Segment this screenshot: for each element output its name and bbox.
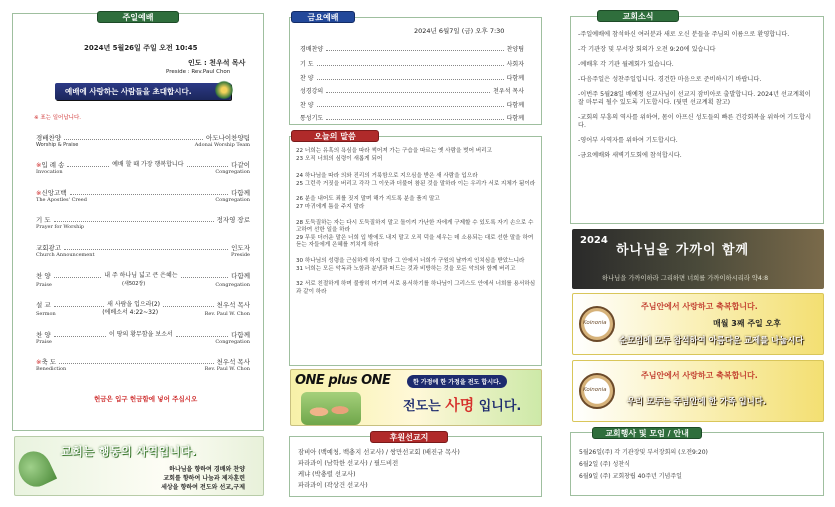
service-item: ※입 례 송 예배 할 때 가장 행복합니다 다같이 Invocation Congregation	[36, 161, 251, 175]
ministry-banner-title: 교회는 행동의 사역입니다.	[61, 445, 197, 458]
news-item: -교회의 부흥의 역사를 위하여, 몸이 아프신 성도들의 빠른 건강회복을 위하여 기도합시다.	[578, 114, 812, 129]
bouquet-icon	[215, 80, 233, 100]
church-news-heading: 교회소식	[597, 10, 679, 22]
friday-row: 경배찬양 찬양팀	[300, 46, 524, 53]
verse: 22 너희는 유혹의 욕심을 따라 썩어져 가는 구습을 따르는 옛 사람을 벗어 버리고	[296, 148, 492, 154]
events-list	[579, 447, 708, 483]
standing-note: ※ 표는 일어납니다.	[34, 115, 82, 121]
service-item: 설 교 새 사람을 입으라(2) 천우석 목사 Sermon (에베소서 4:22~32) Rev. Paul W. Chon	[36, 301, 251, 317]
leaf-decoration-icon	[14, 446, 57, 492]
ministry-line-1: 하나님을 향하여 경배와 찬양	[169, 466, 245, 473]
sunday-worship-heading: 주일예배	[97, 11, 179, 23]
koinonia1-line1: 주님안에서 사랑하고 축복합니다.	[641, 302, 758, 311]
service-item: 기 도 정자영 장로 Prayer for Worship	[36, 216, 250, 230]
service-item: 교회광고 인도자 Church Announcement Preside	[36, 244, 250, 258]
events-heading: 교회행사 및 모임 / 안내	[592, 427, 702, 439]
verse: 30 하나님의 성령을 근심하게 하지 말라 그 안에서 너희가 구원의 날까지 인치심을 받았느니라	[296, 257, 525, 264]
ministry-banner	[14, 436, 264, 496]
year-theme-year: 2024	[580, 235, 608, 246]
verse: 23 오직 너희의 심령이 새롭게 되어	[296, 155, 383, 162]
news-list	[578, 31, 818, 160]
ministry-line-2: 교회를 향하여 나눔과 제자훈련	[163, 475, 245, 482]
offering-note: 헌금은 입구 헌금함에 넣어 주십시오	[94, 395, 198, 403]
verse: 26 분을 내어도 죄를 짓지 말며 해가 지도록 분을 품지 말고	[296, 196, 440, 203]
news-item: -각 기관장 및 부서장 회의가 오전 9:20에 있습니다	[578, 46, 716, 53]
news-item: -주일예배에 참석하신 여러분과 새로 오신 분들을 주님의 이름으로 환영합니다.	[578, 31, 790, 38]
service-item: 경배찬양 아도나이찬양팀 Worship & Praise Adonai Worship Team	[36, 134, 250, 148]
koinonia-banner-2	[572, 360, 824, 422]
verses-list	[296, 148, 538, 296]
year-theme-banner	[572, 229, 824, 289]
sunday-worship-date: 2024년 5월26일 주일 오전 10:45	[84, 44, 198, 52]
news-item: -금요예배와 새벽기도회에 참석합시다.	[578, 152, 682, 159]
sunday-leader-en: Preside : Rev.Paul Chon	[166, 69, 231, 75]
friday-row: 기 도 사회자	[300, 61, 524, 68]
koinonia-logo-text: Koinonia	[583, 387, 607, 393]
one-plus-one-banner	[290, 369, 542, 426]
support-item: 파라과이 (남학한 선교사) / 필드비전	[298, 460, 399, 467]
news-item: -다음주일은 성찬주일입니다. 경건한 마음으로 준비하시기 바랍니다.	[578, 76, 762, 83]
verse: 24 하나님을 따라 의와 진리의 거룩함으로 지으심을 받은 새 사람을 입으라	[296, 173, 478, 180]
news-item: -예배후 각 기관 월례회가 있습니다.	[578, 61, 674, 68]
ministry-line-3: 세상을 향하여 전도와 선교,구제	[161, 484, 245, 491]
service-item: 찬 양 내 주 하나님 넓고 큰 은혜는 다함께 Praise (새502장) Congregation	[36, 272, 251, 288]
koinonia1-line2: 매월 3째 주일 오후	[713, 319, 782, 328]
one-plus-one-bubble: 한 가정에 한 가정을 전도 합시다.	[407, 375, 507, 388]
service-item: 찬 양 이 땅의 황무함을 보소서 다함께 Praise Congregation	[36, 331, 250, 345]
verse: 31 너희는 모든 악독과 노함과 분냄과 떠드는 것과 비방하는 것을 모든 악의와 함께 버리고	[296, 265, 516, 272]
koinonia1-line3: 순모임에 모두 참석하여 아름다운 교제를 나눕시다	[619, 335, 804, 345]
invite-banner	[55, 83, 231, 100]
koinonia-logo-text: Koinonia	[583, 320, 607, 326]
year-theme-title: 하나님을 가까이 함께	[616, 243, 750, 258]
koinonia2-line2: 우리 모두는 주님안에 한 가족 입니다.	[627, 396, 767, 406]
news-item: -영어부 사역자를 위하여 기도합시다.	[578, 137, 678, 144]
event-item: 5월26일(주) 각 기관장및 부서장회의 (오전9:20)	[579, 449, 708, 456]
event-item: 6월9일 (주) 교회창립 40주년 기념주일	[579, 473, 682, 480]
verse: 29 무릇 더러운 말은 너희 입 밖에도 내지 말고 오직 덕을 세우는 데 소용되는 대로 선한 말을 하여 듣는 자들에게 은혜를 끼치게 하라	[296, 234, 534, 249]
event-item: 6월2일 (주) 성찬식	[579, 461, 630, 468]
friday-row: 통성기도 다함께	[300, 115, 524, 122]
verse: 28 도둑질하는 자는 다시 도둑질하지 말고 돌이켜 가난한 자에게 구제할 수 있도록 자기 손으로 수고하여 선한 일을 하라	[296, 219, 534, 234]
service-item: ※축 도 천우석 목사 Benediction Rev. Paul W. Chon	[36, 358, 250, 372]
todays-word-heading: 오늘의 말씀	[291, 130, 379, 142]
friday-worship-date: 2024년 6월7일 (금) 오후 7:30	[414, 27, 505, 35]
friday-row: 성경강의 천우석 목사	[300, 88, 524, 95]
verse: 25 그런즉 거짓을 버리고 각각 그 이웃과 더불어 참된 것을 말하라 이는 우리가 서로 지체가 됨이라	[296, 180, 536, 187]
one-plus-one-logo: ONE plus ONE	[295, 373, 391, 388]
support-item: 케냐 (박충렬 선교사)	[298, 471, 356, 478]
sunday-leader: 인도 : 천우석 목사	[188, 59, 246, 67]
people-illustration	[301, 392, 361, 425]
support-item: 파라과이 (곽상건 선교사)	[298, 482, 368, 489]
support-list	[298, 447, 460, 491]
friday-row: 찬 양 다함께	[300, 102, 524, 109]
friday-row: 찬 양 다함께	[300, 75, 524, 82]
support-item: 잠비아 (백예청, 백충지 선교사) / 쌍만선교회 (배진규 목사)	[298, 449, 460, 456]
koinonia2-line1: 주님안에서 사랑하고 축복합니다.	[641, 371, 758, 380]
invite-banner-text: 예배에 사랑하는 사람들을 초대합시다.	[65, 87, 192, 96]
one-plus-one-slogan: 전도는 사명 입니다.	[403, 396, 522, 414]
koinonia-banner-1	[572, 293, 824, 355]
verse: 27 마귀에게 틈을 주지 말라	[296, 203, 365, 210]
news-item: -이번주 5월28일 배예청 선교사님이 선교지 잠비아로 출발합니다. 2024년 선교계획이 잘 마무리 될수 있도록 기도합시다. (뒷면 선교계획 참고)	[578, 91, 811, 106]
friday-worship-heading: 금요예배	[291, 11, 355, 23]
verse: 32 서로 친절하게 하며 불쌍히 여기며 서로 용서하기를 하나님이 그리스도 안에서 너희를 용서하심과 같이 하라	[296, 281, 536, 295]
service-item: ※신앙고백 다함께 The Apostles' Creed Congregation	[36, 189, 250, 203]
year-theme-verse: 하나님을 가까이하라 그리하면 너희를 가까이하시리라 약4:8	[602, 275, 769, 282]
support-heading: 후원선교지	[370, 431, 448, 443]
